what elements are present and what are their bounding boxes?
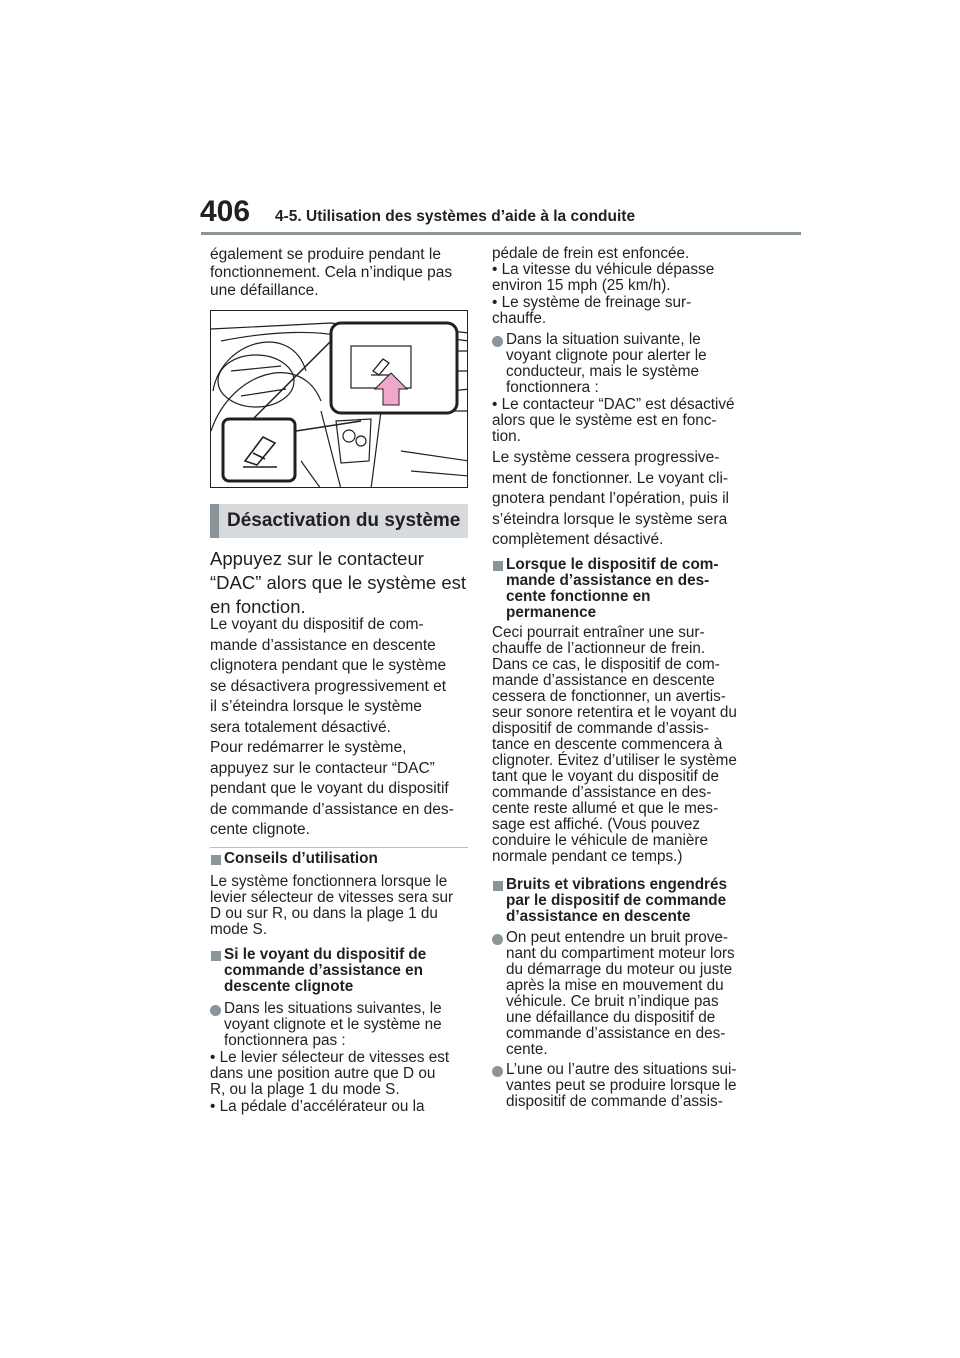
dot2-item: • Le contacteur “DAC” est désactivé alors que le système est en fonc- tion. [492, 396, 735, 445]
perm-body: Ceci pourrait entraîner une sur- chauffe de l’actionneur de frein. Dans ce cas, le dispositif de com- mande d’assistance en descente cessera de fonctionner, un avertis- seur sonore retentira et le voyant du dispositif de commande d’assis- tance en descente commencera à clignoter. Évitez d’utiliser le système tant que le voyant du dispositif de commande d’assistance en des- cente reste allumé et que le mes- sage est affiché. (Vous pouvez conduire le véhicule de manière normale pendant ce temps.) [492, 624, 737, 865]
noise-dot1: On peut entendre un bruit prove- nant du compartiment moteur lors du démarrage du moteur ou juste après la mise en mouvement du véhicule. Ce bruit n’indique pas une défaillance du dispositif de commande d’assistance en des- cente. [506, 929, 735, 1058]
dashboard-illustration [210, 310, 468, 488]
page-header [0, 0, 960, 240]
noise-dot2: L’une ou l’autre des situations sui- vantes peut se produire lorsque le dispositif de commande d’assis- [506, 1061, 737, 1110]
section-banner [210, 504, 468, 538]
cease-text: Le système cessera progressive- ment de fonctionner. Le voyant cli- gnotera pendant l’opération, puis il s’éteindra lorsque le système sera complètement désactivé. [492, 449, 729, 548]
blink-heading: Si le voyant du dispositif de commande d’assistance en descente clignote [224, 946, 427, 995]
header-divider [201, 232, 801, 235]
heading-marker [493, 881, 503, 891]
bullet-dot [492, 336, 503, 347]
blink-conditions: Dans les situations suivantes, le voyant clignote et le système ne fonctionnera pas : [224, 1000, 442, 1049]
banner-title: Désactivation du système [227, 510, 461, 531]
intro-paragraph: également se produire pendant le fonctionnement. Cela n’indique pas une défaillance. [210, 246, 453, 299]
cont-item: pédale de frein est enfoncée. [492, 245, 690, 262]
heading-marker [493, 561, 503, 571]
tips-body: Le système fonctionnera lorsque le levier sélecteur de vitesses sera sur D ou sur R, ou dans la plage 1 du mode S. [210, 873, 454, 938]
dot2-text: Dans la situation suivante, le voyant clignote pour alerter le conducteur, mais le système fonctionnera : [506, 331, 707, 396]
bullet-dot [492, 934, 503, 945]
perm-heading: Lorsque le dispositif de com- mande d’assistance en des- cente fonctionne en permanence [506, 556, 719, 621]
deactivation-body: Le voyant du dispositif de com- mande d’assistance en descente clignotera pendant que le système se désactivera progressivement et il s’éteindra lorsque le système sera totalement désactivé. Pour redémarrer le système, appuyez sur le contacteur “DAC” pendant que le voyant du dispositif de commande d’assistance en des- cente clignote. [210, 616, 454, 838]
cont-item: • La vitesse du véhicule dépasse environ 15 mph (25 km/h). [492, 261, 715, 294]
banner-accent [210, 504, 219, 538]
tips-heading: Conseils d’utilisation [224, 850, 378, 867]
cont-item: • Le système de freinage sur- chauffe. [492, 294, 692, 327]
blink-item: • Le levier sélecteur de vitesses est dans une position autre que D ou R, ou la plage 1 du mode S. [210, 1049, 450, 1098]
noise-heading: Bruits et vibrations engendrés par le dispositif de commande d’assistance en descente [506, 876, 728, 925]
bullet-dot [492, 1066, 503, 1077]
instruction-text: Appuyez sur le contacteur “DAC” alors que le système est en fonction. [210, 548, 467, 617]
blink-item: • La pédale d’accélérateur ou la [210, 1098, 425, 1115]
section-title: 4-5. Utilisation des systèmes d’aide à la conduite [275, 208, 636, 225]
page-number: 406 [200, 195, 251, 228]
section-divider [210, 847, 468, 848]
dashboard-drawing [211, 311, 468, 488]
heading-marker [211, 951, 221, 961]
bullet-dot [210, 1005, 221, 1016]
heading-marker [211, 855, 221, 865]
